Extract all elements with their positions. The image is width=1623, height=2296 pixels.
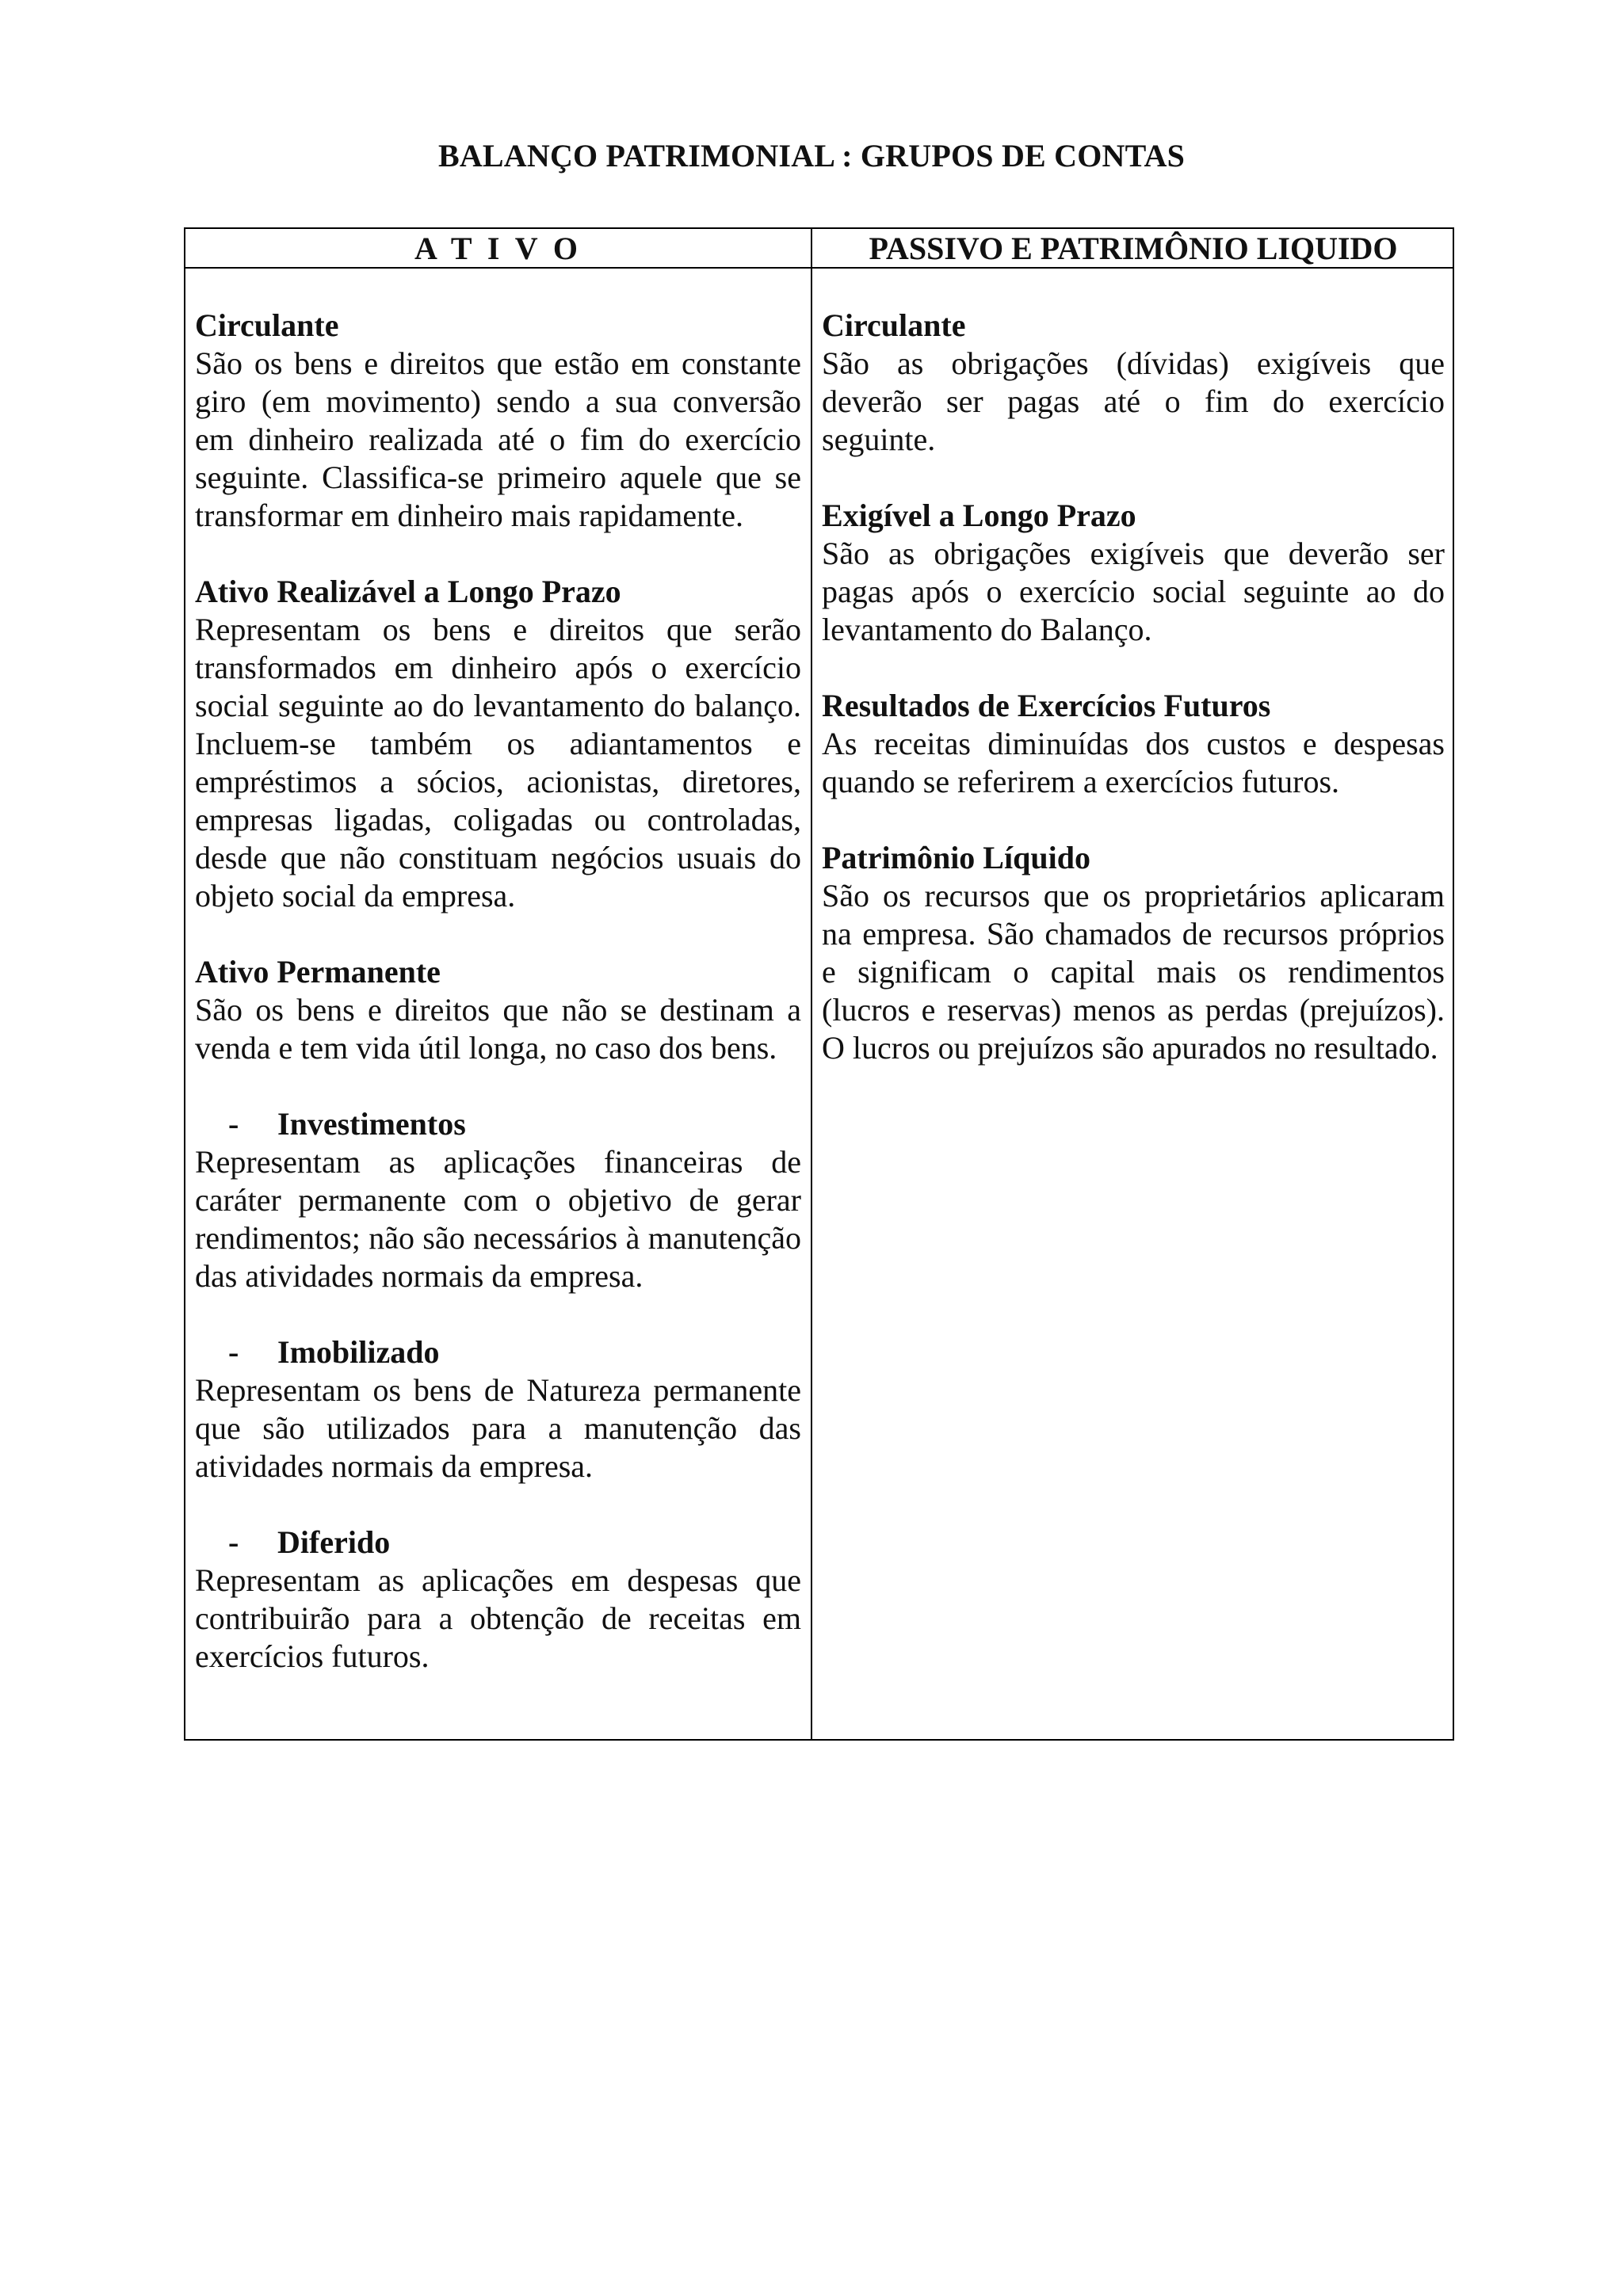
passivo-circulante-section	[822, 307, 1445, 459]
investimentos-subsection	[195, 1105, 801, 1295]
ativo-column	[195, 307, 801, 1714]
section-title: Circulante	[822, 307, 966, 343]
resultados-exercicios-futuros-section	[822, 687, 1445, 801]
patrimonio-liquido-section	[822, 839, 1445, 1067]
passivo-column-header: PASSIVO E PATRIMÔNIO LIQUIDO	[869, 231, 1398, 266]
subsection-title	[195, 1333, 801, 1371]
section-text: São as obrigações exigíveis que deverão ser pagas após o exercício social seguinte ao do levantamento do Balanço.	[822, 536, 1445, 647]
page-title: BALANÇO PATRIMONIAL : GRUPOS DE CONTAS	[437, 137, 1186, 174]
ativo-permanente-section	[195, 953, 801, 1067]
section-title: Ativo Permanente	[195, 954, 441, 990]
section-text: Representam as aplicações financeiras de caráter permanente com o objetivo de gerar rendimentos; não são necessários à manutenção das atividades normais da empresa.	[195, 1144, 801, 1294]
ativo-circulante-section	[195, 307, 801, 535]
section-text: Representam os bens e direitos que serão transformados em dinheiro após o exercício social seguinte ao do levantamento do balanço. Incluem-se também os adiantamentos e empréstimos a sócios, acionistas, diretores, empresas ligadas, coligadas ou controladas, desde que não constituam negócios usuais do objeto social da empresa.	[195, 612, 801, 913]
section-text: São os bens e direitos que estão em constante giro (em movimento) sendo a sua conversão em dinheiro realizada até o fim do exercício seguinte. Classifica-se primeiro aquele que se transformar em dinheiro mais rapidamente.	[195, 345, 801, 533]
section-text: Representam os bens de Natureza permanente que são utilizados para a manutenção das atividades normais da empresa.	[195, 1372, 801, 1484]
balance-sheet-table	[184, 227, 1454, 1741]
section-text: As receitas diminuídas dos custos e despesas quando se referirem a exercícios futuros.	[822, 726, 1445, 799]
passivo-column	[822, 307, 1445, 1105]
section-title: Resultados de Exercícios Futuros	[822, 688, 1271, 723]
header-divider	[185, 267, 1453, 269]
subsection-title	[195, 1105, 801, 1143]
subsection-title-text: Diferido	[277, 1524, 391, 1560]
bullet-dash: -	[228, 1334, 239, 1370]
subsection-title-text: Investimentos	[277, 1106, 466, 1142]
section-text: São os recursos que os proprietários aplicaram na empresa. São chamados de recursos próprios e significam o capital mais os rendimentos (lucros e reservas) menos as perdas (prejuízos). O lucros ou prejuízos são apurados no resultado.	[822, 878, 1445, 1066]
bullet-dash: -	[228, 1524, 239, 1560]
ativo-realizavel-longo-prazo-section	[195, 573, 801, 915]
section-title: Circulante	[195, 307, 339, 343]
ativo-column-header: A T I V O	[414, 231, 582, 266]
section-title: Patrimônio Líquido	[822, 840, 1090, 875]
imobilizado-subsection	[195, 1333, 801, 1486]
section-title: Exigível a Longo Prazo	[822, 498, 1136, 533]
section-title: Ativo Realizável a Longo Prazo	[195, 574, 621, 609]
exigivel-longo-prazo-section	[822, 497, 1445, 649]
section-text: São as obrigações (dívidas) exigíveis que deverão ser pagas até o fim do exercício seguinte.	[822, 345, 1445, 457]
subsection-title	[195, 1524, 801, 1562]
section-text: Representam as aplicações em despesas que contribuirão para a obtenção de receitas em exercícios futuros.	[195, 1562, 801, 1674]
diferido-subsection	[195, 1524, 801, 1676]
subsection-title-text: Imobilizado	[277, 1334, 440, 1370]
bullet-dash: -	[228, 1106, 239, 1142]
section-text: São os bens e direitos que não se destinam a venda e tem vida útil longa, no caso dos bens.	[195, 992, 801, 1066]
column-divider	[811, 229, 812, 1739]
